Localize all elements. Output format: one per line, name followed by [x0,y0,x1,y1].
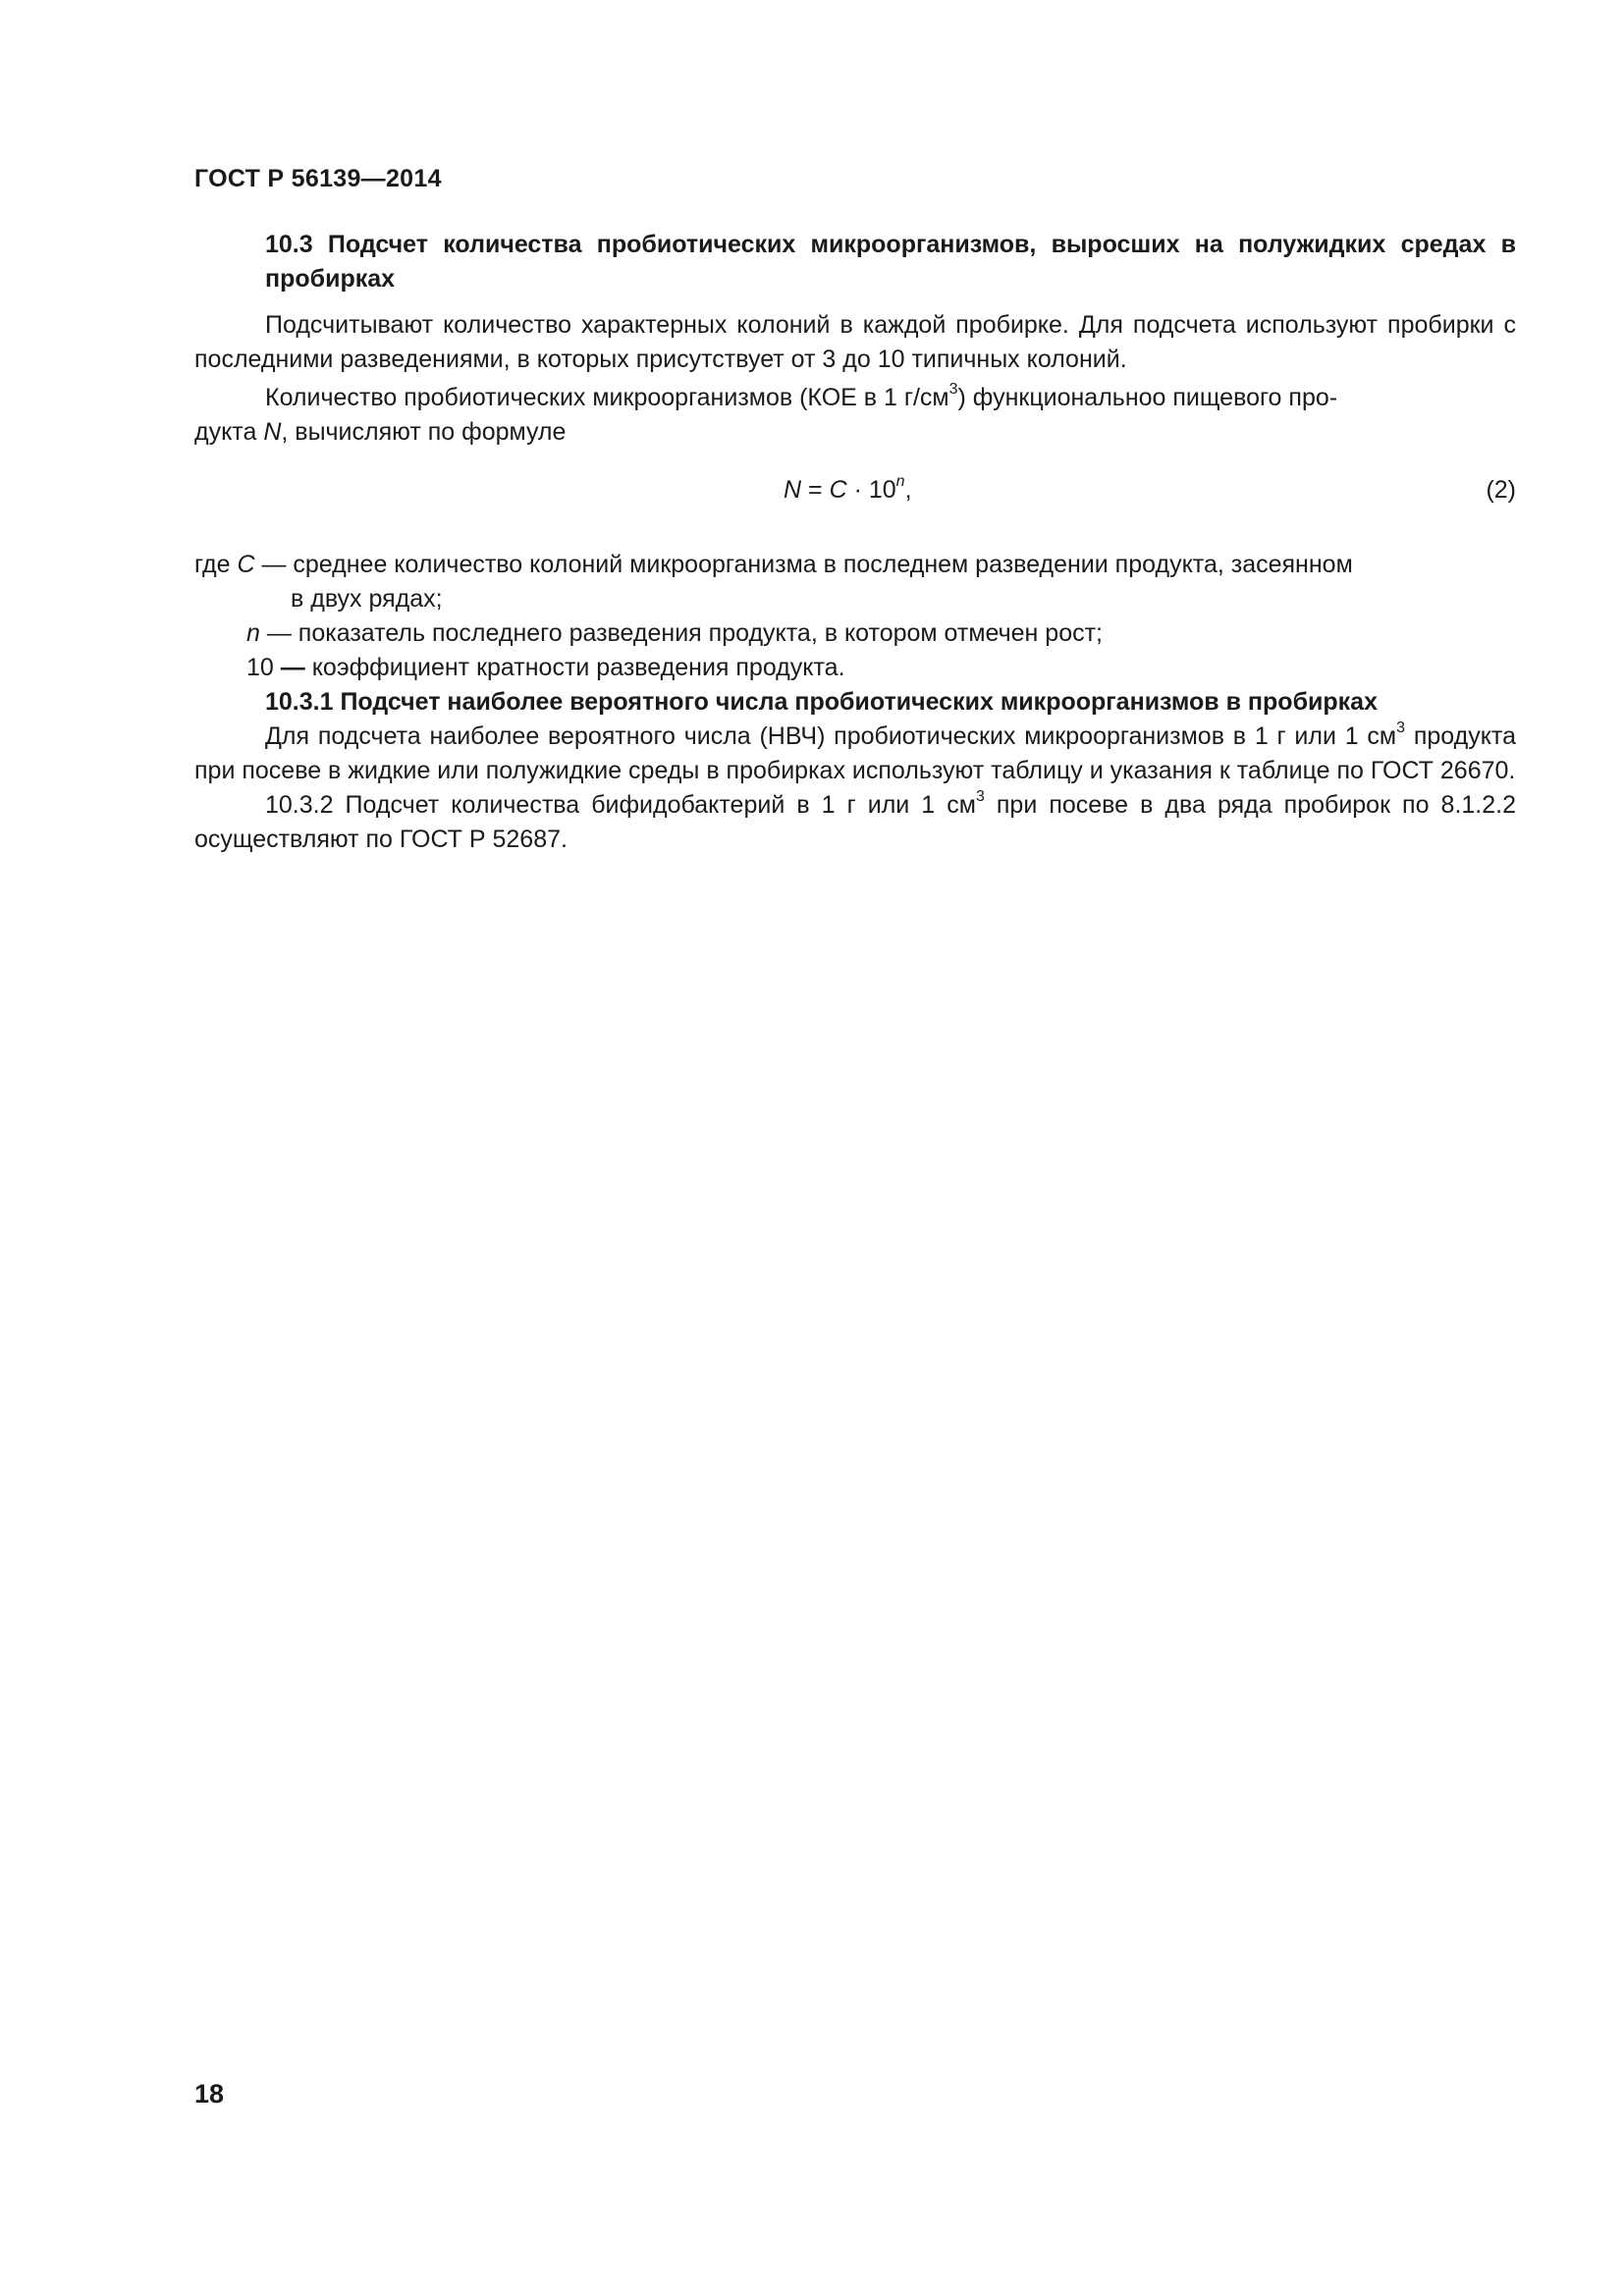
para2-part-a: Количество пробиотических микроорганизмов (КОЕ в 1 г/см [265,384,949,411]
where-c-var: C [237,551,255,578]
where-ten-dash: — [280,654,305,681]
s1031-part-a: Для подсчета наиболее вероятного числа (НВЧ) пробиотических микроорганизмов в 1 г или 1 см [265,722,1397,750]
where-c-continuation: в двух рядах; [291,585,443,613]
s1031-superscript: 3 [1396,719,1406,736]
where-n-text: — показатель последнего разведения продукта, в котором отмечен рост; [259,619,1103,647]
page-content [194,228,1516,857]
where-ten-text: коэффициент кратности разведения продукта. [304,654,845,681]
s1032-part-b: при посеве в два ряда пробирок по 8.1.2.2 осуществляют по ГОСТ Р 52687. [194,791,1516,853]
where-c-text: — среднее количество колоний микроорганизма в последнем разведении продукта, засеянном [254,551,1353,578]
formula-equals: = [801,476,830,504]
para2-part-b: ) функциональноо пищевого про- [957,384,1338,411]
where-ten-number: 10 [246,654,281,681]
formula-number: (2) [1486,476,1516,504]
para2-part-d: , вычисляют по формуле [281,418,567,446]
s1032-part-a: 10.3.2 Подсчет количества бифидобактерий в 1 г или 1 см [265,791,976,819]
formula-exponent-var: n [895,472,905,490]
where-c-definition [194,548,1516,582]
formula-row [194,473,1516,522]
page-number: 18 [194,2079,225,2109]
para2-superscript: 3 [948,380,958,398]
where-n-var: n [246,619,260,647]
where-lead: где [194,551,238,578]
section-10-3-1-title: 10.3.1 Подсчет наиболее вероятного числа пробиотических микроорганизмов в пробирках [265,688,1378,716]
formula [784,473,912,507]
formula-var-c: C [829,476,847,504]
formula-comma: , [904,476,912,504]
section-10-3-2-text [194,788,1516,857]
formula-var-n: N [784,476,802,504]
where-block [194,548,1516,685]
formula-exponent [896,473,905,490]
s1032-superscript: 3 [975,787,985,805]
document-header: ГОСТ Р 56139—2014 [194,165,442,192]
section-10-3-paragraph-1: Подсчитывают количество характерных колоний в каждой пробирке. Для подсчета используют пробирки с последними разведениями, в которых присутствует от 3 до 10 типичных колоний. [194,311,1516,373]
where-n-definition [194,616,1516,651]
formula-times-ten: · 10 [846,476,896,504]
section-10-3-paragraph-2 [194,381,1516,450]
where-ten-definition [194,651,1516,685]
section-10-3-title: 10.3 Подсчет количества пробиотических микроорганизмов, выросших на полужидких средах в пробирках [265,231,1516,293]
para2-part-c: дукта [194,418,264,446]
para2-variable-n: N [263,418,282,446]
s1031-part-b: продукта при посеве в жидкие или полужидкие среды в пробирках используют таблицу и указания к таблице по ГОСТ 26670. [194,722,1516,784]
section-10-3-1-text [194,720,1516,788]
